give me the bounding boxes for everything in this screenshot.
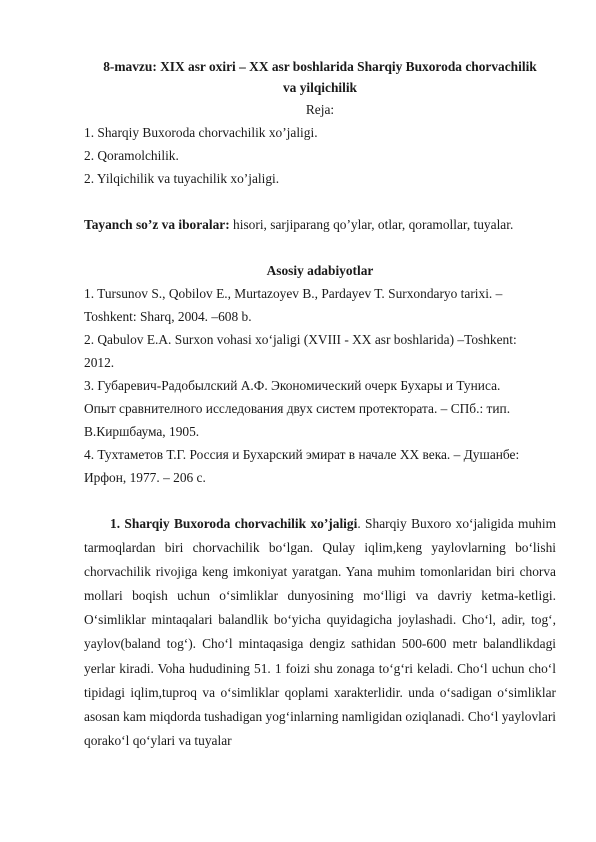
section-1-text: . Sharqiy Buxoro xo‘jaligida muhim tarmoqlardan biri chorvachilik bo‘lgan. Qulay iqlim,keng yaylovlarning bo‘lishi chorvachilik rivojiga keng imkoniyat yaratgan. Yana muhim tomonlaridan biri chorva mollari boqish uchun o‘simliklar dunyosining mo‘lligi va davriy ketma-ketligi. O‘simliklar mintaqalari balandlik bo‘yicha quyidagicha joylashadi. Cho‘l, adir, tog‘, yaylov(baland tog‘). Cho‘l mintaqasiga dengiz sathidan 500-600 metr balandlikdagi yerlar kiradi. Voha hududining 51. 1 foizi shu zonaga to‘g‘ri keladi. Cho‘l uchun cho‘l tipidagi iqlim,tuproq va o‘simliklar qoplami xarakterlidir. unda o‘sadigan o‘simliklar asosan kam miqdorda tushadigan yog‘inlarning namligidan oziqlanadi. Cho‘l yaylovlari qorako‘l qo‘ylari va tuyalar [84,516,556,748]
section-1-paragraph [84,512,556,753]
keywords-label: Tayanch so’z va iboralar: [84,217,230,232]
spacer [84,489,556,512]
section-1-heading: 1. Sharqiy Buxoroda chorvachilik xo’jaligi [110,516,358,531]
plan-heading: Reja: [305,102,335,117]
literature-line: 2. Qabulov E.A. Surxon vohasi xo‘jaligi (XVIII - XX asr boshlarida) –Toshkent: [84,332,517,347]
title-line-2: va yilqichilik [282,80,358,95]
plan-item: 2. Qoramolchilik. [84,148,179,163]
literature-line: Toshkent: Sharq, 2004. –608 b. [84,309,252,324]
literature-line: 4. Тухтаметов Т.Г. Россия и Бухарский эмират в начале XX века. – Душанбе: [84,447,520,462]
literature-line: Ирфон, 1977. – 206 с. [84,470,206,485]
document-page [84,56,556,753]
spacer [84,190,556,213]
literature-heading: Asosiy adabiyotlar [266,263,374,278]
plan-item: 2. Yilqichilik va tuyachilik xo’jaligi. [84,171,280,186]
literature-line: В.Киршбаума, 1905. [84,424,200,439]
literature-line: 1. Tursunov S., Qobilov E., Murtazoyev B., Pardayev T. Surxondaryo tarixi. – [84,286,503,301]
keywords-paragraph [84,213,556,236]
spacer [84,236,556,259]
title-line-1: 8-mavzu: XIX asr oxiri – XX asr boshlarida Sharqiy Buxoroda chorvachilik [103,59,537,74]
literature-line: 2012. [84,355,115,370]
document-title [84,56,556,98]
literature-line: Опыт сравнителного исследования двух систем протектората. – СПб.: тип. [84,401,511,416]
plan-item: 1. Sharqiy Buxoroda chorvachilik xo’jaligi. [84,125,318,140]
keywords-text: hisori, sarjiparang qo’ylar, otlar, qoramollar, tuyalar. [229,217,514,232]
literature-line: 3. Губаревич-Радобылский А.Ф. Экономический очерк Бухары и Туниса. [84,378,501,393]
